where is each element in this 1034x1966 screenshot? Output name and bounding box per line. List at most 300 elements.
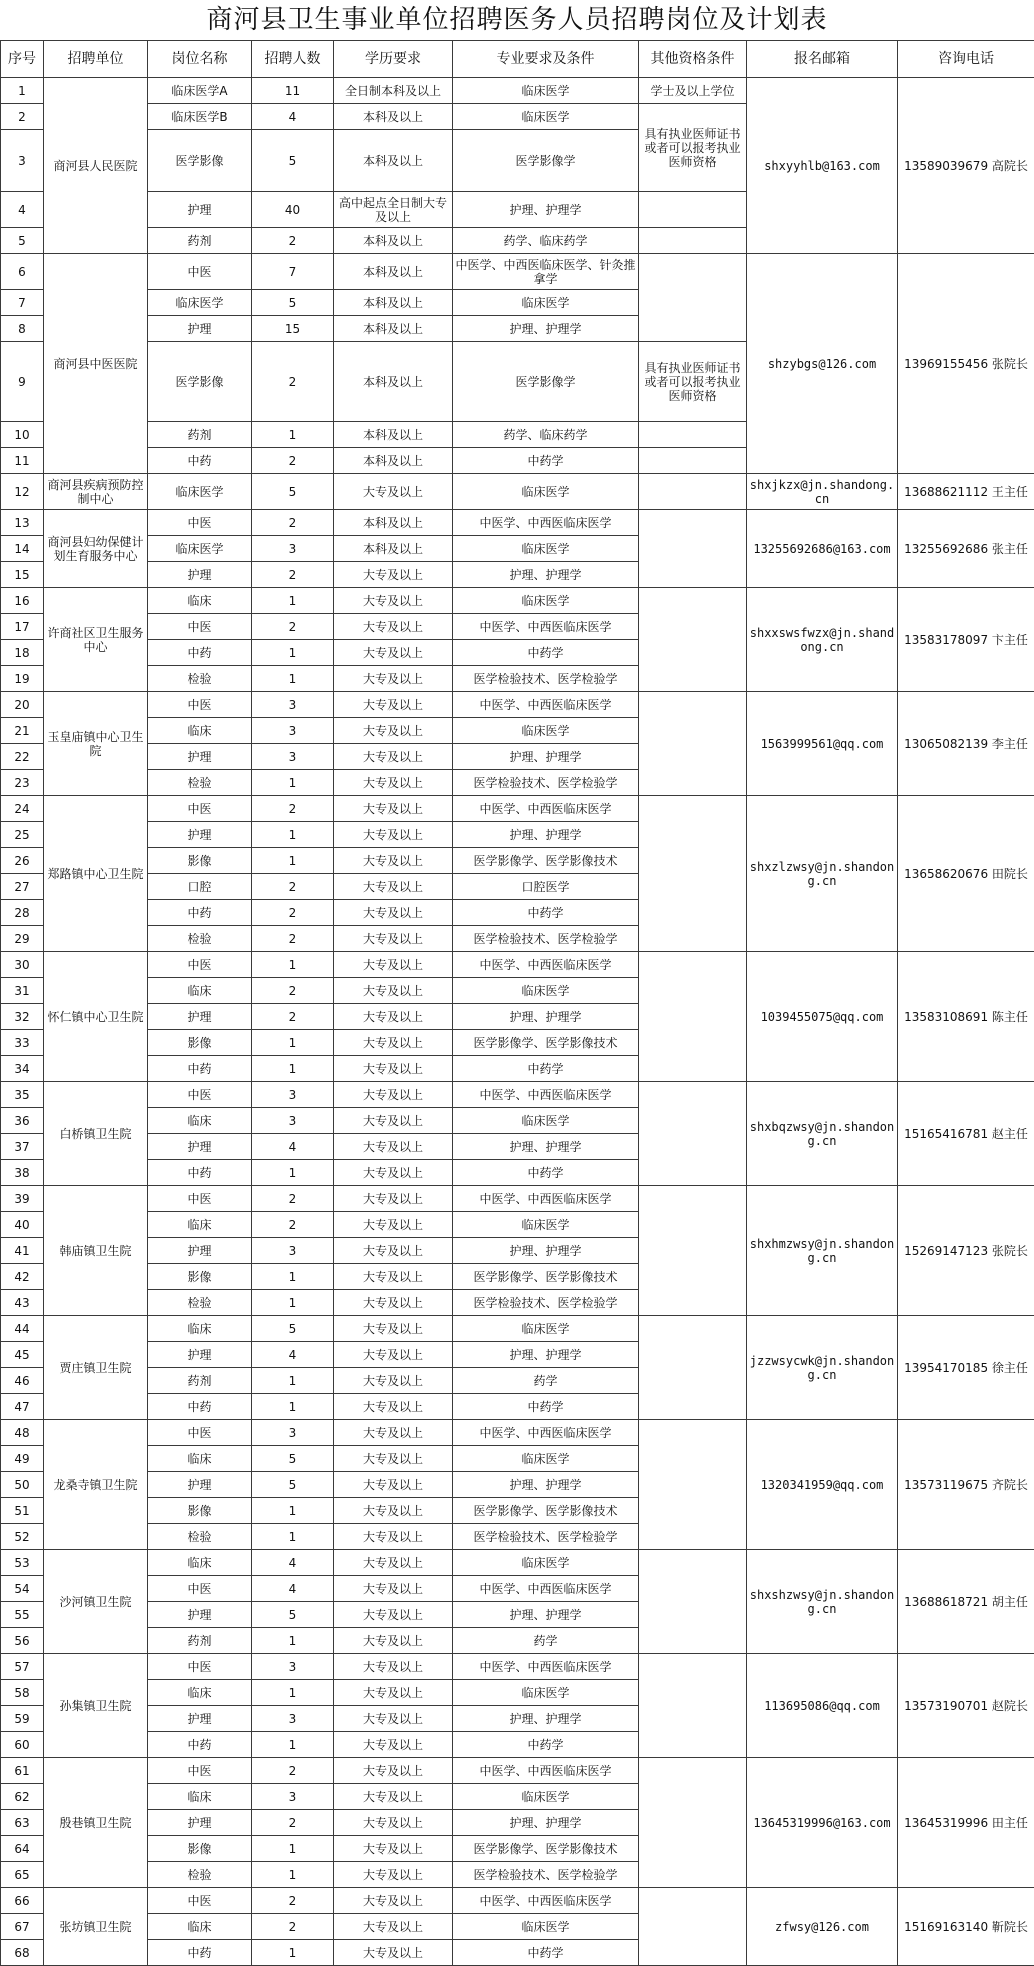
education-requirement: 大专及以上 [334,1706,453,1732]
unit-name: 商河县疾病预防控制中心 [44,474,148,510]
row-index: 62 [1,1784,44,1810]
hire-count: 1 [252,1628,334,1654]
hire-count: 1 [252,1680,334,1706]
row-index: 20 [1,692,44,718]
hire-count: 2 [252,1914,334,1940]
education-requirement: 本科及以上 [334,228,453,254]
post-name: 中医 [148,1082,252,1108]
education-requirement: 大专及以上 [334,1056,453,1082]
major-requirement: 医学检验技术、医学检验学 [453,666,639,692]
major-requirement: 中医学、中西医临床医学 [453,1420,639,1446]
table-row [1,692,1034,718]
education-requirement: 本科及以上 [334,448,453,474]
hire-count: 1 [252,822,334,848]
major-requirement: 临床医学 [453,474,639,510]
table-row [1,510,1034,536]
education-requirement: 大专及以上 [334,588,453,614]
education-requirement: 大专及以上 [334,1134,453,1160]
table-row [1,588,1034,614]
education-requirement: 全日制本科及以上 [334,78,453,104]
contact-email: jzzwsycwk@jn.shandong.cn [747,1316,898,1420]
post-name: 中药 [148,1732,252,1758]
hire-count: 2 [252,978,334,1004]
contact-email: zfwsy@126.com [747,1888,898,1966]
major-requirement: 中医学、中西医临床医学 [453,1758,639,1784]
major-requirement: 中医学、中西医临床医学 [453,692,639,718]
contact-email: shxjkzx@jn.shandong.cn [747,474,898,510]
row-index: 5 [1,228,44,254]
header-education: 学历要求 [334,41,453,78]
post-name: 临床 [148,1914,252,1940]
hire-count: 1 [252,848,334,874]
post-name: 临床 [148,1108,252,1134]
contact-email: shxhmzwsy@jn.shandong.cn [747,1186,898,1316]
hire-count: 1 [252,1394,334,1420]
hire-count: 1 [252,1940,334,1966]
major-requirement: 护理、护理学 [453,1706,639,1732]
major-requirement: 药学、临床药学 [453,422,639,448]
major-requirement: 中医学、中西医临床医学 [453,796,639,822]
major-requirement: 临床医学 [453,588,639,614]
other-qualification: 具有执业医师证书或者可以报考执业医师资格 [639,342,747,422]
education-requirement: 大专及以上 [334,1680,453,1706]
contact-phone: 13954170185 徐主任 [898,1316,1034,1420]
education-requirement: 大专及以上 [334,1446,453,1472]
education-requirement: 大专及以上 [334,900,453,926]
post-name: 临床 [148,978,252,1004]
other-qualification [639,1550,747,1654]
major-requirement: 护理、护理学 [453,192,639,228]
post-name: 临床医学A [148,78,252,104]
unit-name: 沙河镇卫生院 [44,1550,148,1654]
education-requirement: 大专及以上 [334,1264,453,1290]
hire-count: 5 [252,474,334,510]
education-requirement: 大专及以上 [334,718,453,744]
post-name: 临床 [148,1446,252,1472]
major-requirement: 护理、护理学 [453,1602,639,1628]
education-requirement: 大专及以上 [334,926,453,952]
row-index: 35 [1,1082,44,1108]
row-index: 30 [1,952,44,978]
contact-phone: 13688621112 王主任 [898,474,1034,510]
major-requirement: 口腔医学 [453,874,639,900]
hire-count: 4 [252,1576,334,1602]
other-qualification [639,1082,747,1186]
hire-count: 3 [252,1784,334,1810]
major-requirement: 医学影像学、医学影像技术 [453,1836,639,1862]
unit-name: 商河县人民医院 [44,78,148,254]
hire-count: 3 [252,718,334,744]
education-requirement: 大专及以上 [334,1498,453,1524]
hire-count: 3 [252,1654,334,1680]
post-name: 药剂 [148,228,252,254]
post-name: 护理 [148,316,252,342]
post-name: 药剂 [148,1628,252,1654]
major-requirement: 中药学 [453,1940,639,1966]
education-requirement: 大专及以上 [334,1394,453,1420]
major-requirement: 中医学、中西医临床医学 [453,1654,639,1680]
row-index: 23 [1,770,44,796]
post-name: 临床 [148,1680,252,1706]
row-index: 61 [1,1758,44,1784]
post-name: 检验 [148,770,252,796]
row-index: 28 [1,900,44,926]
major-requirement: 临床医学 [453,1914,639,1940]
education-requirement: 大专及以上 [334,1810,453,1836]
unit-name: 玉皇庙镇中心卫生院 [44,692,148,796]
hire-count: 3 [252,1108,334,1134]
major-requirement: 护理、护理学 [453,1472,639,1498]
table-row [1,1186,1034,1212]
table-row [1,796,1034,822]
header-email: 报名邮箱 [747,41,898,78]
row-index: 3 [1,130,44,192]
education-requirement: 大专及以上 [334,1472,453,1498]
row-index: 31 [1,978,44,1004]
post-name: 中医 [148,692,252,718]
education-requirement: 大专及以上 [334,1342,453,1368]
post-name: 影像 [148,1498,252,1524]
other-qualification [639,474,747,510]
row-index: 65 [1,1862,44,1888]
post-name: 护理 [148,1004,252,1030]
hire-count: 2 [252,448,334,474]
education-requirement: 本科及以上 [334,510,453,536]
education-requirement: 大专及以上 [334,474,453,510]
post-name: 影像 [148,1836,252,1862]
unit-name: 韩庙镇卫生院 [44,1186,148,1316]
post-name: 中医 [148,1186,252,1212]
hire-count: 3 [252,692,334,718]
hire-count: 3 [252,536,334,562]
table-row [1,1888,1034,1914]
hire-count: 2 [252,228,334,254]
post-name: 检验 [148,1290,252,1316]
education-requirement: 大专及以上 [334,1420,453,1446]
row-index: 44 [1,1316,44,1342]
row-index: 41 [1,1238,44,1264]
post-name: 口腔 [148,874,252,900]
table-row [1,1316,1034,1342]
education-requirement: 本科及以上 [334,316,453,342]
table-header-row [1,41,1034,78]
hire-count: 2 [252,926,334,952]
header-index: 序号 [1,41,44,78]
row-index: 16 [1,588,44,614]
hire-count: 5 [252,1602,334,1628]
major-requirement: 临床医学 [453,78,639,104]
hire-count: 1 [252,770,334,796]
major-requirement: 医学检验技术、医学检验学 [453,1862,639,1888]
unit-name: 孙集镇卫生院 [44,1654,148,1758]
unit-name: 张坊镇卫生院 [44,1888,148,1966]
row-index: 25 [1,822,44,848]
contact-email: shxxswsfwzx@jn.shandong.cn [747,588,898,692]
row-index: 59 [1,1706,44,1732]
education-requirement: 大专及以上 [334,848,453,874]
contact-phone: 13583178097 卞主任 [898,588,1034,692]
major-requirement: 医学影像学 [453,130,639,192]
education-requirement: 大专及以上 [334,1108,453,1134]
education-requirement: 大专及以上 [334,1290,453,1316]
other-qualification: 学士及以上学位 [639,78,747,104]
hire-count: 2 [252,796,334,822]
table-row [1,474,1034,510]
major-requirement: 临床医学 [453,1784,639,1810]
education-requirement: 大专及以上 [334,640,453,666]
education-requirement: 大专及以上 [334,1836,453,1862]
hire-count: 1 [252,1290,334,1316]
education-requirement: 大专及以上 [334,1576,453,1602]
education-requirement: 大专及以上 [334,666,453,692]
post-name: 临床医学 [148,536,252,562]
education-requirement: 大专及以上 [334,874,453,900]
hire-count: 1 [252,1498,334,1524]
other-qualification [639,1888,747,1966]
major-requirement: 医学影像学、医学影像技术 [453,848,639,874]
major-requirement: 临床医学 [453,104,639,130]
other-qualification [639,228,747,254]
row-index: 49 [1,1446,44,1472]
post-name: 中药 [148,448,252,474]
contact-phone: 15269147123 张院长 [898,1186,1034,1316]
hire-count: 1 [252,666,334,692]
row-index: 47 [1,1394,44,1420]
hire-count: 1 [252,952,334,978]
major-requirement: 护理、护理学 [453,1004,639,1030]
major-requirement: 临床医学 [453,536,639,562]
post-name: 护理 [148,192,252,228]
row-index: 48 [1,1420,44,1446]
post-name: 中药 [148,1056,252,1082]
major-requirement: 医学检验技术、医学检验学 [453,926,639,952]
major-requirement: 护理、护理学 [453,822,639,848]
row-index: 55 [1,1602,44,1628]
education-requirement: 大专及以上 [334,796,453,822]
row-index: 60 [1,1732,44,1758]
row-index: 8 [1,316,44,342]
hire-count: 7 [252,254,334,290]
post-name: 中医 [148,254,252,290]
education-requirement: 大专及以上 [334,692,453,718]
row-index: 4 [1,192,44,228]
post-name: 临床 [148,588,252,614]
row-index: 1 [1,78,44,104]
row-index: 33 [1,1030,44,1056]
hire-count: 3 [252,744,334,770]
contact-phone: 13969155456 张院长 [898,254,1034,474]
row-index: 15 [1,562,44,588]
post-name: 中医 [148,1654,252,1680]
contact-phone: 13688618721 胡主任 [898,1550,1034,1654]
major-requirement: 中医学、中西医临床医学、针灸推拿学 [453,254,639,290]
row-index: 54 [1,1576,44,1602]
row-index: 19 [1,666,44,692]
row-index: 42 [1,1264,44,1290]
hire-count: 1 [252,1836,334,1862]
row-index: 64 [1,1836,44,1862]
contact-email: shxbqzwsy@jn.shandong.cn [747,1082,898,1186]
row-index: 52 [1,1524,44,1550]
post-name: 影像 [148,848,252,874]
post-name: 临床医学 [148,474,252,510]
post-name: 临床医学 [148,290,252,316]
major-requirement: 医学检验技术、医学检验学 [453,1290,639,1316]
education-requirement: 大专及以上 [334,1914,453,1940]
education-requirement: 大专及以上 [334,1940,453,1966]
row-index: 37 [1,1134,44,1160]
hire-count: 2 [252,1758,334,1784]
contact-phone: 13583108691 陈主任 [898,952,1034,1082]
row-index: 36 [1,1108,44,1134]
table-row [1,78,1034,104]
hire-count: 15 [252,316,334,342]
other-qualification [639,692,747,796]
contact-phone: 13573190701 赵院长 [898,1654,1034,1758]
education-requirement: 大专及以上 [334,614,453,640]
major-requirement: 临床医学 [453,718,639,744]
education-requirement: 大专及以上 [334,1212,453,1238]
education-requirement: 本科及以上 [334,254,453,290]
post-name: 医学影像 [148,342,252,422]
hire-count: 1 [252,1264,334,1290]
row-index: 17 [1,614,44,640]
contact-phone: 13255692686 张主任 [898,510,1034,588]
contact-phone: 13645319996 田主任 [898,1758,1034,1888]
unit-name: 许商社区卫生服务中心 [44,588,148,692]
post-name: 检验 [148,926,252,952]
other-qualification [639,192,747,228]
major-requirement: 护理、护理学 [453,744,639,770]
education-requirement: 本科及以上 [334,130,453,192]
major-requirement: 中药学 [453,1394,639,1420]
post-name: 药剂 [148,422,252,448]
post-name: 临床 [148,1784,252,1810]
major-requirement: 临床医学 [453,1212,639,1238]
major-requirement: 护理、护理学 [453,1134,639,1160]
contact-email: shzybgs@126.com [747,254,898,474]
hire-count: 3 [252,1238,334,1264]
major-requirement: 中医学、中西医临床医学 [453,1576,639,1602]
row-index: 27 [1,874,44,900]
table-row [1,1082,1034,1108]
unit-name: 贾庄镇卫生院 [44,1316,148,1420]
header-other-qualification: 其他资格条件 [639,41,747,78]
other-qualification [639,448,747,474]
row-index: 34 [1,1056,44,1082]
row-index: 45 [1,1342,44,1368]
table-row [1,1420,1034,1446]
row-index: 50 [1,1472,44,1498]
contact-phone: 13573119675 齐院长 [898,1420,1034,1550]
major-requirement: 药学 [453,1368,639,1394]
table-row [1,1758,1034,1784]
other-qualification [639,1758,747,1888]
unit-name: 龙桑寺镇卫生院 [44,1420,148,1550]
recruitment-table [0,40,1034,1966]
row-index: 40 [1,1212,44,1238]
contact-email: 13255692686@163.com [747,510,898,588]
unit-name: 殷巷镇卫生院 [44,1758,148,1888]
row-index: 2 [1,104,44,130]
education-requirement: 大专及以上 [334,1602,453,1628]
post-name: 护理 [148,1810,252,1836]
header-major: 专业要求及条件 [453,41,639,78]
header-count: 招聘人数 [252,41,334,78]
hire-count: 2 [252,342,334,422]
unit-name: 商河县妇幼保健计划生育服务中心 [44,510,148,588]
contact-phone: 13065082139 李主任 [898,692,1034,796]
post-name: 临床 [148,718,252,744]
hire-count: 2 [252,874,334,900]
hire-count: 4 [252,104,334,130]
contact-phone: 15169163140 靳院长 [898,1888,1034,1966]
hire-count: 2 [252,562,334,588]
row-index: 58 [1,1680,44,1706]
major-requirement: 医学影像学、医学影像技术 [453,1030,639,1056]
post-name: 护理 [148,822,252,848]
hire-count: 5 [252,130,334,192]
post-name: 临床 [148,1550,252,1576]
post-name: 中药 [148,1940,252,1966]
other-qualification [639,796,747,952]
table-row [1,952,1034,978]
row-index: 13 [1,510,44,536]
major-requirement: 临床医学 [453,1680,639,1706]
contact-email: 13645319996@163.com [747,1758,898,1888]
major-requirement: 中医学、中西医临床医学 [453,510,639,536]
other-qualification [639,1186,747,1316]
education-requirement: 本科及以上 [334,422,453,448]
contact-phone: 13589039679 高院长 [898,78,1034,254]
education-requirement: 大专及以上 [334,1550,453,1576]
contact-email: shxyyhlb@163.com [747,78,898,254]
education-requirement: 大专及以上 [334,1862,453,1888]
education-requirement: 大专及以上 [334,744,453,770]
row-index: 18 [1,640,44,666]
row-index: 29 [1,926,44,952]
major-requirement: 中医学、中西医临床医学 [453,952,639,978]
education-requirement: 大专及以上 [334,1186,453,1212]
education-requirement: 大专及以上 [334,1654,453,1680]
contact-phone: 15165416781 赵主任 [898,1082,1034,1186]
hire-count: 2 [252,1186,334,1212]
post-name: 中医 [148,1576,252,1602]
major-requirement: 医学影像学 [453,342,639,422]
table-row [1,1654,1034,1680]
row-index: 66 [1,1888,44,1914]
row-index: 7 [1,290,44,316]
row-index: 43 [1,1290,44,1316]
other-qualification [639,510,747,588]
row-index: 51 [1,1498,44,1524]
education-requirement: 大专及以上 [334,562,453,588]
post-name: 临床医学B [148,104,252,130]
contact-email: 1039455075@qq.com [747,952,898,1082]
post-name: 中医 [148,510,252,536]
major-requirement: 中药学 [453,640,639,666]
post-name: 护理 [148,562,252,588]
post-name: 中药 [148,1394,252,1420]
table-row [1,1550,1034,1576]
major-requirement: 中医学、中西医临床医学 [453,1888,639,1914]
unit-name: 郑路镇中心卫生院 [44,796,148,952]
education-requirement: 大专及以上 [334,1628,453,1654]
row-index: 57 [1,1654,44,1680]
post-name: 检验 [148,666,252,692]
row-index: 12 [1,474,44,510]
post-name: 检验 [148,1862,252,1888]
